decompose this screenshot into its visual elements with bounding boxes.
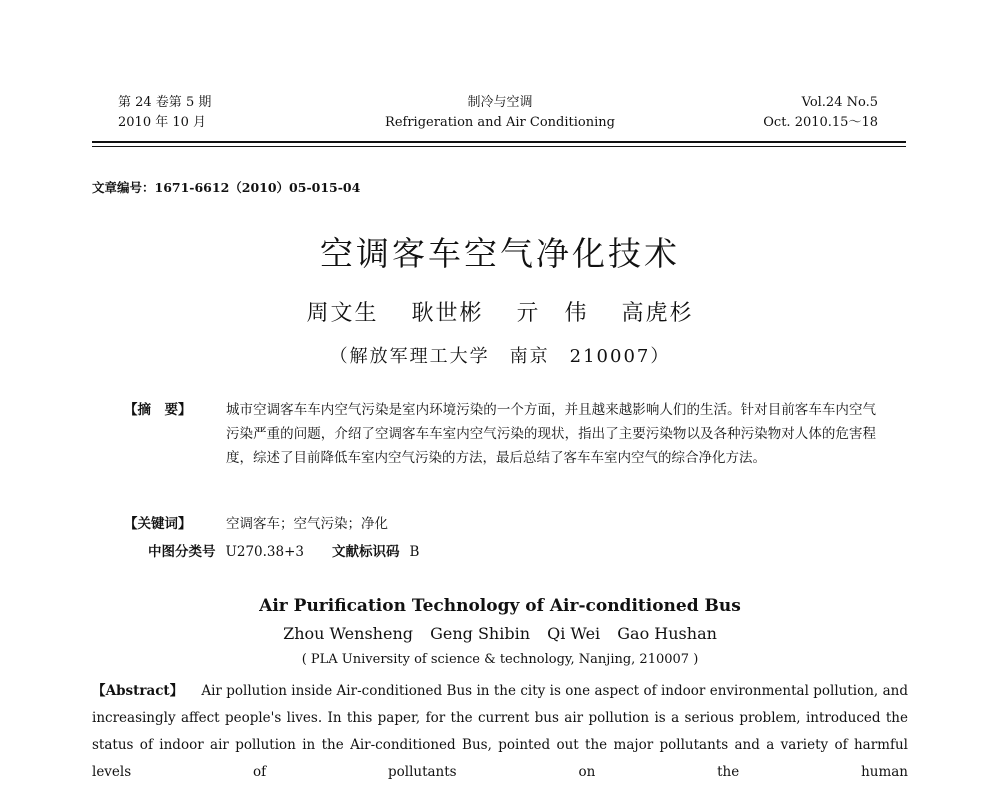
affiliation-en: ( PLA University of science & technology, Nanjing, 210007 ) — [301, 652, 699, 667]
author-list-en — [0, 624, 1000, 643]
journal-title-en: Refrigeration and Air Conditioning — [385, 115, 615, 130]
clc-label: 中图分类号 — [148, 544, 216, 560]
abstract-en-text: Air pollution inside Air-conditioned Bus in the city is one aspect of indoor environmental pollution, and increasingly affect people's lives. In this paper, for the current bus air pollution is a serious problem, introduced the status of indoor air pollution in the Air-conditioned Bus, pointed out the major pollutants and a variety of harmful levels of pollutants on the human — [92, 683, 908, 780]
keywords-cn-label: 【关键词】 — [124, 516, 192, 532]
journal-issue-cn — [118, 93, 211, 133]
header-rule-thick — [92, 141, 906, 143]
keywords-cn-text: 空调客车；空气污染；净化 — [226, 516, 388, 532]
page-range: Oct. 2010.15～18 — [763, 115, 878, 130]
clc-value: U270.38+3 — [225, 544, 305, 560]
paper-title-cn: 空调客车空气净化技术 — [320, 234, 680, 273]
doc-code-value: B — [409, 544, 420, 560]
classification-row — [148, 540, 447, 564]
issue-date: 2010 年 10 月 — [118, 115, 207, 130]
volume-number: Vol.24 No.5 — [801, 95, 878, 110]
abstract-cn-text: 城市空调客车车内空气污染是室内环境污染的一个方面，并且越来越影响人们的生活。针对目前客车车内空气污染严重的问题，介绍了空调客车车室内空气污染的现状，指出了主要污染物以及各种污染物对人体的危害程度，综述了目前降低车室内空气污染的方法，最后总结了客车车室内空气的综合净化方法。 — [226, 402, 876, 466]
issue-number: 第 24 卷第 5 期 — [118, 95, 212, 110]
abstract-cn-label: 【摘 要】 — [124, 402, 192, 418]
author-en: Gao Hushan — [617, 624, 717, 643]
author-en: Zhou Wensheng — [283, 624, 413, 643]
affiliation-cn: （解放军理工大学 南京 210007） — [329, 346, 671, 367]
abstract-en — [92, 678, 908, 786]
journal-title-cn: 制冷与空调 — [467, 95, 533, 110]
header-rule-thin — [92, 146, 906, 147]
author-cn: 高虎杉 — [621, 301, 694, 326]
author-en: Geng Shibin — [430, 624, 531, 643]
author-en: Qi Wei — [547, 624, 601, 643]
abstract-en-label: 【Abstract】 — [92, 683, 184, 699]
article-number: 文章编号：1671-6612（2010）05-015-04 — [92, 180, 361, 195]
author-cn: 亓 伟 — [516, 301, 589, 326]
journal-title — [350, 93, 650, 133]
journal-volume-en — [763, 93, 878, 133]
author-list-cn — [0, 296, 1000, 327]
doc-code-label: 文献标识码 — [332, 544, 400, 560]
paper-title-en: Air Purification Technology of Air-conditioned Bus — [259, 596, 741, 616]
author-cn: 耿世彬 — [411, 301, 484, 326]
author-cn: 周文生 — [306, 301, 379, 326]
